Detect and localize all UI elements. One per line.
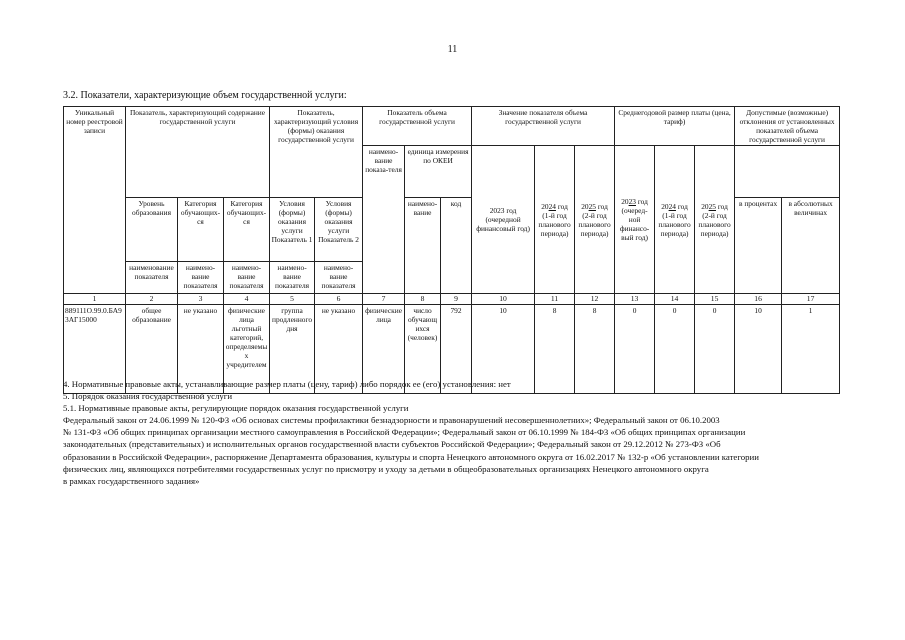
laws-line: № 131-ФЗ «Об общих принципах организации местного самоуправления в Российской Федерации»; Федеральный закон от 06.10.1999 № 184-ФЗ «Об общих принципах организации bbox=[63, 427, 746, 438]
paragraph-5-1: 5.1. Нормативные правовые акты, регулирующие порядок оказания государственной услуги bbox=[63, 403, 409, 414]
header-fee-2023: 2023 год (очеред-ной финансо-вый год) bbox=[615, 146, 655, 294]
name-label: наимено-вание показателя bbox=[178, 262, 224, 294]
laws-line: физических лиц, являющихся потребителями государственных услуг по присмотру и уходу за детьми в общеобразовательных организациях Ненецкого автономного округа bbox=[63, 463, 709, 474]
column-number: 4 bbox=[224, 294, 270, 305]
cell-category-2: физические лица льготный категорий, определяемых учредителем bbox=[224, 305, 270, 394]
header-year-2024: 2024 год (1-й год планового периода) bbox=[535, 146, 575, 294]
sub-student-category-1: Категория обучающих-ся bbox=[178, 198, 224, 262]
column-number: 1 bbox=[64, 294, 126, 305]
header-content: Показатель, характеризующий содержание государственной услуги bbox=[126, 107, 270, 198]
column-number: 12 bbox=[575, 294, 615, 305]
normative-acts-section bbox=[63, 378, 853, 487]
header-volume-unit: единица измерения по ОКЕИ bbox=[405, 146, 472, 198]
cell-condition-2: не указано bbox=[315, 305, 363, 394]
sub-condition-1: Условия (формы) оказания услуги Показатель 1 bbox=[270, 198, 315, 262]
column-number: 7 bbox=[363, 294, 405, 305]
column-number: 14 bbox=[655, 294, 695, 305]
sub-condition-2: Условия (формы) оказания услуги Показатель 2 bbox=[315, 198, 363, 262]
cell-fee-2023: 0 bbox=[615, 305, 655, 394]
name-label: наимено-вание показателя bbox=[270, 262, 315, 294]
column-number: 2 bbox=[126, 294, 178, 305]
column-number: 17 bbox=[782, 294, 840, 305]
column-number: 3 bbox=[178, 294, 224, 305]
header-volume: Показатель объема государственной услуги bbox=[363, 107, 472, 146]
cell-fee-2025: 0 bbox=[695, 305, 735, 394]
header-deviation-spacer bbox=[735, 146, 840, 198]
column-number: 5 bbox=[270, 294, 315, 305]
laws-line: законодательных (представительных) и исполнительных органов государственной власти субъектов Российской Федерации»; Федеральный закон от 29.12.2012 № 273-ФЗ «Об bbox=[63, 439, 721, 450]
page-number: 11 bbox=[447, 44, 458, 55]
name-label: наимено-вание показателя bbox=[315, 262, 363, 294]
cell-category-1: не указано bbox=[178, 305, 224, 394]
header-volume-value: Значение показателя объема государственной услуги bbox=[472, 107, 615, 146]
cell-volume-name: физические лица bbox=[363, 305, 405, 394]
name-label: наимено-вание показателя bbox=[224, 262, 270, 294]
header-avg-fee: Среднегодовой размер платы (цена, тариф) bbox=[615, 107, 735, 146]
header-year-2023: 2023 год (очередной финансовый год) bbox=[472, 146, 535, 294]
cell-value-2025: 8 bbox=[575, 305, 615, 394]
header-deviation-absolute: в абсолютных величинах bbox=[782, 198, 840, 294]
header-unit-code: код bbox=[441, 198, 472, 294]
column-number: 13 bbox=[615, 294, 655, 305]
header-unique-number: Уникальный номер реестровой записи bbox=[64, 107, 126, 294]
column-number: 9 bbox=[441, 294, 472, 305]
name-label: наименование показателя bbox=[126, 262, 178, 294]
column-number: 10 bbox=[472, 294, 535, 305]
header-year-2025: 2025 год (2-й год планового периода) bbox=[575, 146, 615, 294]
header-deviation-percent: в процентах bbox=[735, 198, 782, 294]
paragraph-4: 4. Нормативные правовые акты, устанавливающие размер платы (цену, тариф) либо порядок ее (его) установления: нет bbox=[63, 379, 511, 389]
volume-indicators-table bbox=[63, 106, 840, 394]
column-number: 11 bbox=[535, 294, 575, 305]
cell-record-id: 889111О.99.0.БА93АГ15000 bbox=[64, 305, 126, 394]
header-fee-2025: 2025 год (2-й год планового периода) bbox=[695, 146, 735, 294]
header-volume-name: наимено-вание показа-теля bbox=[363, 146, 405, 294]
column-number: 6 bbox=[315, 294, 363, 305]
cell-deviation-percent: 10 bbox=[735, 305, 782, 394]
cell-value-2024: 8 bbox=[535, 305, 575, 394]
cell-education-level: общее образование bbox=[126, 305, 178, 394]
sub-student-category-2: Категория обучающих-ся bbox=[224, 198, 270, 262]
cell-deviation-absolute: 1 bbox=[782, 305, 840, 394]
cell-value-2023: 10 bbox=[472, 305, 535, 394]
section-title: 3.2. Показатели, характеризующие объем государственной услуги: bbox=[63, 90, 347, 101]
sub-education-level: Уровень образования bbox=[126, 198, 178, 262]
cell-unit-name: число обучающихся (человек) bbox=[405, 305, 441, 394]
cell-fee-2024: 0 bbox=[655, 305, 695, 394]
header-unit-name: наимено-вание bbox=[405, 198, 441, 294]
header-deviation: Допустимые (возможные) отклонения от установленных показателей объема государственной услуги bbox=[735, 107, 840, 146]
column-number: 16 bbox=[735, 294, 782, 305]
paragraph-5: 5. Порядок оказания государственной услуги bbox=[63, 391, 233, 402]
column-number: 8 bbox=[405, 294, 441, 305]
column-number-row bbox=[64, 294, 840, 305]
laws-line: Федеральный закон от 24.06.1999 № 120-ФЗ «Об основах системы профилактики безнадзорности и правонарушений несовершеннолетних»; Федеральный закон от 06.10.2003 bbox=[63, 415, 720, 426]
cell-unit-code: 792 bbox=[441, 305, 472, 394]
header-fee-2024: 2024 год (1-й год планового периода) bbox=[655, 146, 695, 294]
laws-line: в рамках государственного задания» bbox=[63, 475, 200, 486]
cell-condition-1: группа продленного дня bbox=[270, 305, 315, 394]
column-number: 15 bbox=[695, 294, 735, 305]
laws-line: образовании в Российской Федерации», распоряжение Департамента образования, культуры и спорта Ненецкого автономного округа от 16.02.2017 № 132-р «Об установлении категории bbox=[63, 451, 759, 462]
header-conditions: Показатель, характеризующий условия (формы) оказания государственной услуги bbox=[270, 107, 363, 198]
